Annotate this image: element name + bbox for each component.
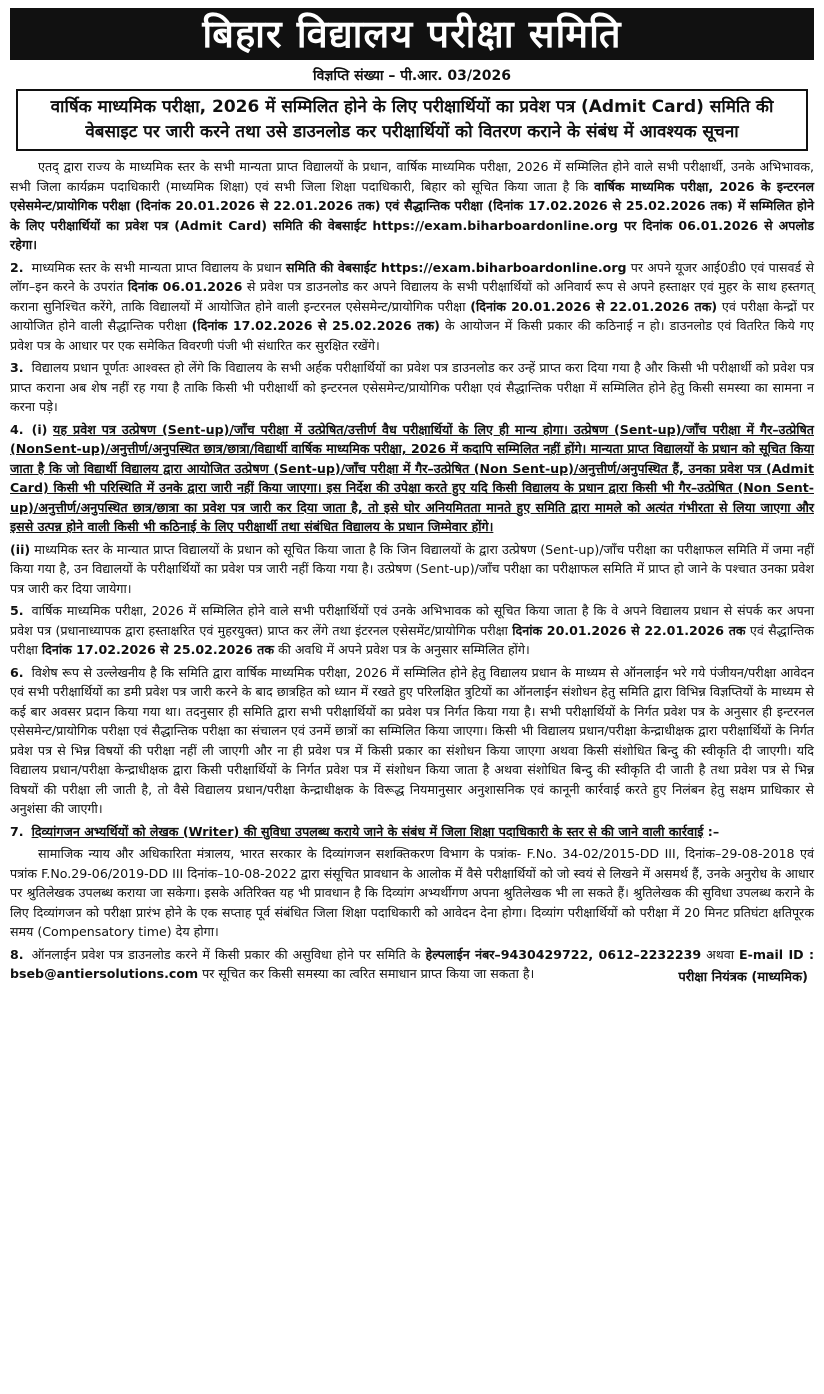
p8-e: पर सूचित कर किसी समस्या का त्वरित समाधान प्राप्त किया जा सकता है। [198,966,535,981]
paragraph-7-heading [10,822,814,842]
paragraph-5 [10,601,814,660]
helpline-numbers: हेल्पलाईन नंबर–9430429722, 0612–2232239 [425,946,702,962]
p5-c: एवं सैद्धान्तिक परीक्षा [10,622,814,657]
notice-number: विज्ञप्ति संख्या – पी.आर. 03/2026 [312,68,511,84]
p2-c: पर अपने यूजर आई0डी0 एवं पासवर्ड से लॉग–इन करने के उपरांत [10,259,814,294]
p6-text: विशेष रूप से उल्लेखनीय है कि समिति द्वारा वार्षिक माध्यमिक परीक्षा, 2026 में सम्मिलित होने हेतु विद्यालय प्रधान के माध्यम से ऑनलाईन भरे गये पंजीयन/परीक्षा आवेदन एवं सभी परीक्षार्थियों का डमी प्रवेश पत्र जारी करने के बाद छात्रहित को ध्यान में रखते हुए परिलक्षित त्रुटियों का ऑनलाईन संशोधन हेतु समिति द्वारा विभिन्न विज्ञप्तियों के माध्यम से कई बार अवसर प्रदान किया गया था। तदनुसार ही समिति द्वारा सभी परीक्षार्थियों का प्रवेश पत्र निर्गत किया गया है। सभी परीक्षार्थियों के निर्गत प्रवेश पत्र के अनुसार ही इन्टरनल एसेसमेन्ट/प्रायोगिक परीक्षा एवं सैद्धान्तिक परीक्षा का संचालन एवं उनमें छात्रों का सम्मिलित किया जाएगा। किसी भी विद्यालय प्रधान/परीक्षा केन्द्राधीक्षक द्वारा परीक्षार्थियों के निर्गत प्रवेश पत्र से भिन्न विषयों की परीक्षा नहीं ली जाएगी और ना ही प्रवेश पत्र में किसी प्रकार का संशोधन किया जाएगा अथवा किसी संशोधित बिन्दु की स्वीकृति दी जाएगी। यदि विद्यालय प्रधान/परीक्षा केन्द्राधीक्षक द्वारा किसी परीक्षार्थियों के निर्गत प्रवेश पत्र में संशोधन किया जाता है अथवा संशोधित बिन्दु की स्वीकृति दी जाती है तथा प्रवेश पत्र से भिन्न विषयों की परीक्षा ली जाती है, तो वैसे विद्यालय प्रधान/परीक्षा केन्द्राधीक्षक के विरूद्ध नियमानुसार अनुशासनिक एवं कानूनी कार्रवाई करते हुए निलंबन हेतु सक्षम प्राधिकार से अनुशंसा की जाएगी। [10,664,814,816]
paragraph-2 [10,258,814,356]
p5-number: 5. [10,603,24,618]
p2-number: 2. [10,259,24,275]
paragraph-4-i [10,420,814,537]
p7-heading: दिव्यांगजन अभ्यर्थियों को लेखक (Writer) की सुविधा उपलब्ध कराये जाने के संबंध में जिला शिक्षा पदाधिकारी के स्तर से की जाने वाली कार्रवाई [31,823,704,839]
p6-number: 6. [10,664,24,680]
p3-text: विद्यालय प्रधान पूर्णतः आश्वस्त हो लेंगे कि विद्यालय के सभी अर्हक परीक्षार्थियों का प्रवेश पत्र डाउनलोड कर उन्हें प्राप्त करा दिया गया है और किसी भी परीक्षार्थी को प्रवेश पत्र प्राप्त कराना अब शेष नहीं रह गया है ताकि किसी भी परीक्षार्थी को इन्टरनल एसेसमेन्ट/प्रायोगिक परीक्षा एवं सैद्धान्तिक परीक्षा में सम्मिलित होने हेतु किसी समस्या का सामना न करना पड़े। [10,360,814,414]
p2-a: माध्यमिक स्तर के सभी मान्यता प्राप्त विद्यालय के प्रधान [31,259,286,275]
paragraph-4-ii [10,540,814,599]
p4-number: 4. [10,421,24,437]
p2-e: से प्रवेश पत्र डाउनलोड कर अपने विद्यालय के सभी परीक्षार्थियों को अनिवार्य रूप से अपने हस्ताक्षर एवं मुहर के साथ हस्तगत् कराना सुनिश्चित करेंगे, ताकि विद्यालयों में आयोजित होने वाली इन्टरनल एसेसमेन्ट/प्रायोगिक परीक्षा [10,279,814,314]
paragraph-3 [10,358,814,417]
p5-e: की अवधि में अपने प्रवेश पत्र के अनुसार सम्मिलित होंगे। [274,642,530,657]
p3-number: 3. [10,360,24,375]
notice-headline: वार्षिक माध्यमिक परीक्षा, 2026 में सम्मिलित होने के लिए परीक्षार्थियों का प्रवेश पत्र (Admit Card) समिति की वेबसाइट पर जारी करने तथा उसे डाउनलोड कर परीक्षार्थियों को वितरण कराने के संबंध में आवश्यक सूचना [16,89,808,151]
paragraph-6 [10,663,814,819]
p4-ii-text: माध्यमिक स्तर के मान्यात प्राप्त विद्यालयों के प्रधान को सूचित किया जाता है कि जिन विद्यालयों के द्वारा उत्प्रेषण (Sent-up)/जाँच परीक्षा का परीक्षाफल समिति में जमा नहीं किया गया है, उन विद्यालयों के परीक्षार्थियों का प्रवेश पत्र जारी नहीं किया गया है। उत्प्रेषण (Sent-up)/जाँच परीक्षा का परीक्षाफल समिति में प्राप्त हो जाने के पश्चात उनका प्रवेश पत्र जारी कर दिया जायेगा। [10,541,814,596]
p2-theory-dates: (दिनांक 17.02.2026 से 25.02.2026 तक) [191,318,440,333]
p4-i-label: (i) [31,421,48,437]
paragraph-7-text [10,844,814,942]
board-title-banner: बिहार विद्यालय परीक्षा समिति [10,8,814,60]
p2-date: दिनांक 06.01.2026 [127,279,243,294]
p5-a: वार्षिक माध्यमिक परीक्षा, 2026 में सम्मिलित होने वाले सभी परीक्षार्थियों एवं उनके अभिभावक को सूचित किया जाता है कि वे अपने विद्यालय प्रधान से संपर्क कर अपना प्रवेश पत्र (प्रधानाध्यापक द्वारा हस्ताक्षरित एवं मुहरयुक्त) प्राप्त कर लेंगे तथा इंटरनल एसेसमेंट/प्रायोगिक परीक्षा [10,603,814,638]
p2-website: समिति की वेबसाईट https://exam.biharboardonline.org [286,259,627,275]
paragraph-1 [10,157,814,255]
contact-email: E-mail ID : bseb@antiersolutions.com [10,946,814,981]
p1-text: एतद् द्वारा राज्य के माध्यमिक स्तर के सभी मान्यता प्राप्त विद्यालयों के प्रधान, वार्षिक माध्यमिक परीक्षा, 2026 में सम्मिलित होने वाले सभी परीक्षार्थी, उनके अभिभावक, सभी जिला कार्यक्रम पदाधिकारी (माध्यमिक शिक्षा) एवं सभी जिला शिक्षा पदाधिकारी, बिहार को सूचित किया जाता है कि [10,159,814,194]
p7-text: सामाजिक न्याय और अधिकारिता मंत्रालय, भारत सरकार के दिव्यांगजन सशक्तिकरण विभाग के पत्रांक- F.No. 34-02/2015-DD III, दिनांक–29-08-2018 एवं पत्रांक F.No.29-06/2019-DD III दिनांक–10-08-2022 द्वारा संसूचित प्रावधान के आलोक में वैसे परीक्षार्थियों को जो स्वयं से लिखने में असमर्थ हैं, उनके अनुरोध के आधार पर श्रुतिलेखक उपलब्ध कराया जा सकेगा। इसके अतिरिक्त यह भी प्रावधान है कि दिव्यांग अभ्यर्थीगण अपना श्रुतिलेखक भी ला सकते हैं। श्रुतिलेखक की सुविधा उपलब्ध कराने के लिए दिव्यांगजन को परीक्षा प्रारंभ होने के एक सप्ताह पूर्व संबंधित जिला शिक्षा पदाधिकारी को आवेदन देना होगा। दिव्यांग परीक्षार्थियों को परीक्षा में 20 मिनट प्रतिघंटा क्षतिपूरक समय (Compensatory time) देय होगा। [10,846,814,939]
p8-number: 8. [10,946,24,962]
p2-g: एवं परीक्षा केन्द्रों पर आयोजित होने वाली सैद्धान्तिक परीक्षा [10,298,814,333]
p7-heading-tail: :– [703,823,720,839]
p7-number: 7. [10,823,24,839]
p5-practical-dates: दिनांक 20.01.2026 से 22.01.2026 तक [512,622,746,638]
p1-exam-dates: वार्षिक माध्यमिक परीक्षा, 2026 के इन्टरनल एसेसमेन्ट/प्रायोगिक परीक्षा (दिनांक 20.01.2026 से 22.01.2026 तक) एवं सैद्धान्तिक परीक्षा (दिनांक 17.02.2026 से 25.02.2026 तक) में सम्मिलित होने के लिए परीक्षार्थियों का प्रवेश पत्र (Admit Card) समिति की वेबसाईट https://exam.biharboardonline.org पर दिनांक 06.01.2026 से अपलोड रहेगा। [10,178,814,252]
p8-a: ऑनलाईन प्रवेश पत्र डाउनलोड करने में किसी प्रकार की असुविधा होने पर समिति के [31,946,426,962]
notice-body [10,157,814,987]
p2-practical-dates: (दिनांक 20.01.2026 से 22.01.2026 तक) [470,298,718,314]
p4-ii-label: (ii) [10,541,31,557]
p5-theory-dates: दिनांक 17.02.2026 से 25.02.2026 तक [41,642,274,657]
p8-c: अथवा [701,946,740,962]
p2-i: के आयोजन में किसी प्रकार की कठिनाई न हो। डाउनलोड एवं वितरित किये गए प्रवेश पत्र के आधार पर एक समेकित विवरणी पंजी भी संधारित कर सुरक्षित रखेंगे। [10,318,814,353]
p4-i-text: यह प्रवेश पत्र उत्प्रेषण (Sent-up)/जाँच परीक्षा में उत्प्रेषित/उत्तीर्ण वैध परीक्षार्थियों के लिए ही मान्य होगा। उत्प्रेषण (Sent-up)/जाँच परीक्षा में गैर–उत्प्रेषित (NonSent-up)/अनुत्तीर्ण/अनुपस्थित छात्र/छात्रा/विद्यार्थी वार्षिक माध्यमिक परीक्षा, 2026 में कदापि सम्मिलित नहीं होंगे। मान्यता प्राप्त विद्यालयों के प्रधान को सूचित किया जाता है कि जो विद्यार्थी विद्यालय द्वारा आयोजित उत्प्रेषण (Sent-up)/जाँच परीक्षा में गैर–उत्प्रेषित (Non Sent-up)/अनुत्तीर्ण/अनुपस्थित हैं, उनका प्रवेश पत्र (Admit Card) किसी भी परिस्थिति में उनके द्वारा जारी नहीं किया जाएगा। इस निर्देश की उपेक्षा करते हुए यदि किसी विद्यालय के प्रधान द्वारा किसी भी गैर–उत्प्रेषित (Non Sent-up)/अनुत्तीर्ण/अनुपस्थित छात्र/छात्रा का प्रवेश पत्र जारी कर दिया जाता है, तो इसे घोर अनियमितता मानते हुए समिति द्वारा मामले को अत्यंत गंभीरता से लिया जाएगा और इससे उत्पन्न होने वाली किसी भी कठिनाई के लिए परीक्षार्थी तथा संबंधित विद्यालय के प्रधान जिम्मेवार होंगे। [10,421,814,534]
signatory: परीक्षा नियंत्रक (माध्यमिक) [678,969,808,985]
